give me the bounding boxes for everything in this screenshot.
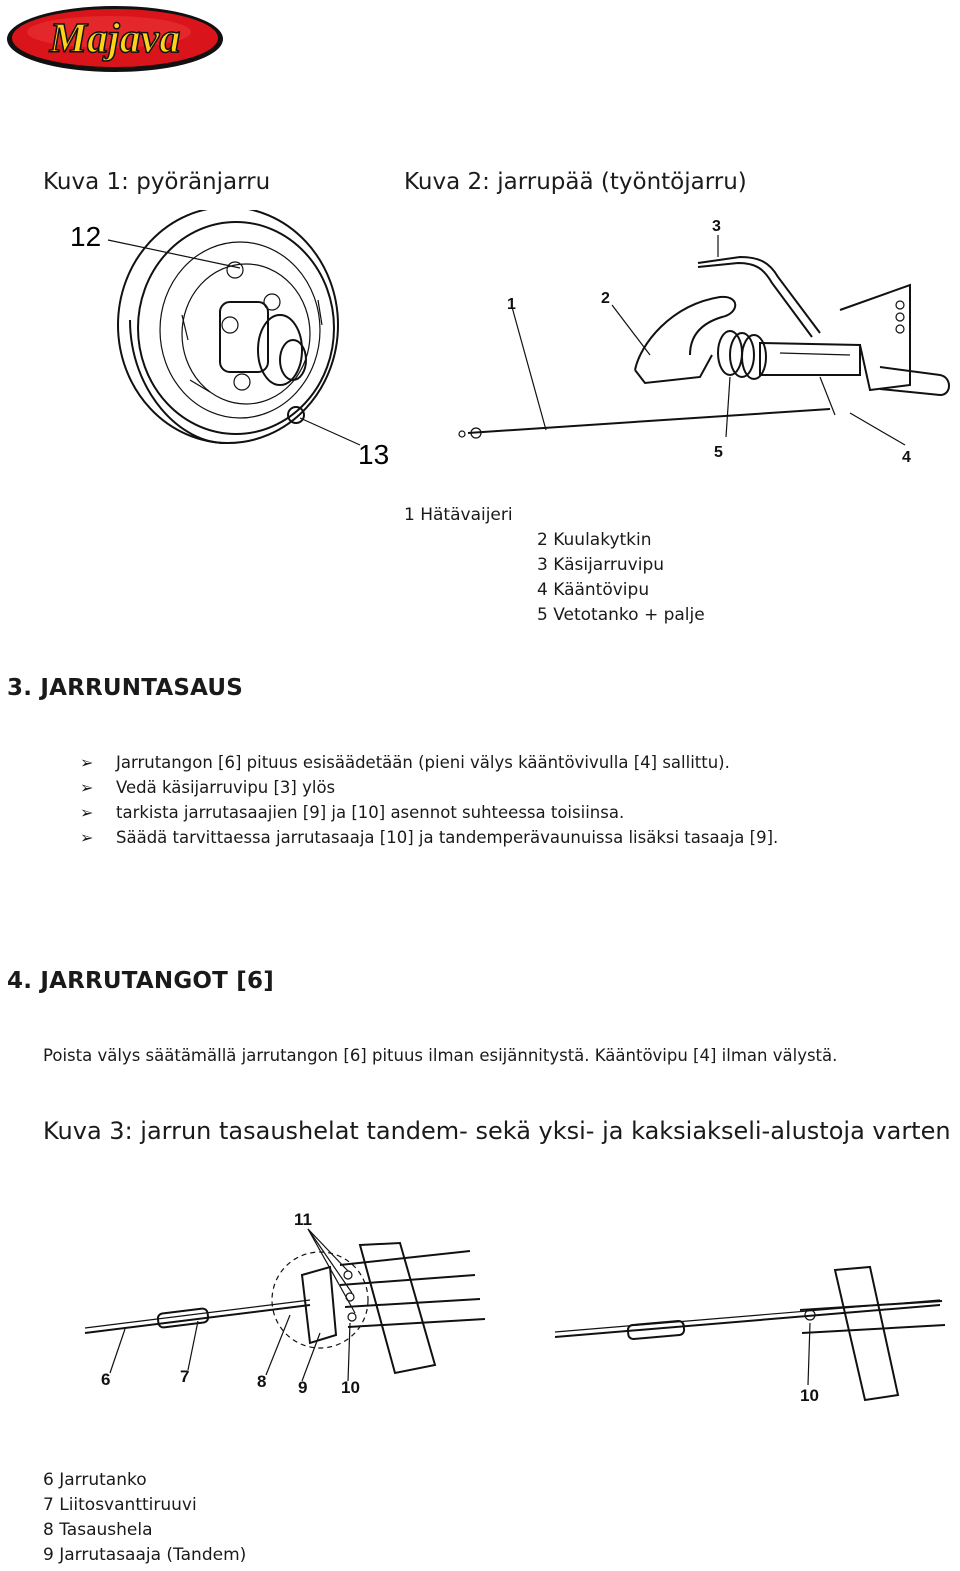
label-5: 5 xyxy=(714,444,723,461)
leader-6 xyxy=(110,1329,125,1373)
label-12: 12 xyxy=(70,221,102,252)
legend-item: 7 Liitosvanttiruuvi xyxy=(43,1495,197,1515)
leader-1 xyxy=(512,307,546,430)
bullet-text: Säädä tarvittaessa jarrutasaaja [10] ja tandemperävaunuissa lisäksi tasaaja [9]. xyxy=(116,828,779,847)
bullet-text: Jarrutangon [6] pituus esisäädetään (pieni välys kääntövivulla [4] sallittu). xyxy=(116,753,730,772)
leader-8 xyxy=(266,1315,290,1375)
label-2: 2 xyxy=(601,290,610,307)
hitch-assembly xyxy=(459,257,949,438)
legend-item: 3 Käsijarruvipu xyxy=(537,555,665,575)
bullet-text: Vedä käsijarruvipu [3] ylös xyxy=(116,778,336,797)
logo-graphic xyxy=(4,2,226,76)
section4-heading: 4. JARRUTANGOT [6] xyxy=(7,968,274,994)
legend-fig2-list xyxy=(537,528,705,628)
bullet-item xyxy=(80,750,940,775)
label-4: 4 xyxy=(902,449,911,466)
leader-4 xyxy=(850,413,905,445)
bullet-arrow-icon: ➢ xyxy=(80,753,94,772)
bullet-item xyxy=(80,800,940,825)
equalizer-figure xyxy=(80,1205,950,1415)
bullet-item xyxy=(80,825,940,850)
legend-fig3-list xyxy=(43,1468,246,1568)
bullet-arrow-icon: ➢ xyxy=(80,828,94,847)
legend-item: 8 Tasaushela xyxy=(43,1520,153,1540)
legend-item: 2 Kuulakytkin xyxy=(537,530,652,550)
brake-drum xyxy=(118,210,338,443)
majava-logo xyxy=(4,2,226,76)
tandem-equalizer-drawing xyxy=(85,1243,485,1373)
leader-9 xyxy=(302,1333,320,1381)
fig1-caption: Kuva 1: pyöränjarru xyxy=(43,169,271,195)
label-6: 6 xyxy=(101,1370,111,1389)
leader-2 xyxy=(612,305,650,355)
leader-11b xyxy=(308,1229,352,1293)
leader-7 xyxy=(188,1321,198,1370)
leader-10a xyxy=(348,1323,350,1381)
leader-13 xyxy=(300,418,360,445)
label-9: 9 xyxy=(298,1378,308,1397)
label-10a: 10 xyxy=(341,1378,360,1397)
label-1: 1 xyxy=(507,296,516,313)
label-11: 11 xyxy=(294,1210,312,1229)
fig2-caption: Kuva 2: jarrupää (työntöjarru) xyxy=(404,169,747,195)
label-8: 8 xyxy=(257,1372,267,1391)
section3-bullets xyxy=(80,750,940,850)
bullet-item xyxy=(80,775,940,800)
legend-item: 6 Jarrutanko xyxy=(43,1470,147,1490)
legend-item: 9 Jarrutasaaja (Tandem) xyxy=(43,1545,247,1565)
wheel-brake-figure xyxy=(60,210,400,480)
section4-text: Poista välys säätämällä jarrutangon [6] pituus ilman esijännitystä. Kääntövipu [4] ilman välystä. xyxy=(43,1046,838,1065)
bullet-text: tarkista jarrutasaajien [9] ja [10] asennot suhteessa toisiinsa. xyxy=(116,803,625,822)
legend-item: 4 Kääntövipu xyxy=(537,580,650,600)
single-axle-equalizer-drawing xyxy=(555,1267,945,1400)
bullet-arrow-icon: ➢ xyxy=(80,803,94,822)
leader-5 xyxy=(726,377,730,437)
section3-heading: 3. JARRUNTASAUS xyxy=(7,675,244,701)
label-13: 13 xyxy=(358,439,390,470)
label-10b: 10 xyxy=(800,1386,819,1405)
bullet-arrow-icon: ➢ xyxy=(80,778,94,797)
legend-fig2-first: 1 Hätävaijeri xyxy=(404,505,513,525)
fig3-caption: Kuva 3: jarrun tasaushelat tandem- sekä yksi- ja kaksiakseli-alustoja varten xyxy=(43,1117,951,1145)
legend-item: 5 Vetotanko + palje xyxy=(537,605,705,625)
label-7: 7 xyxy=(180,1367,190,1386)
logo-text: Majava xyxy=(49,16,181,62)
hitch-figure xyxy=(440,205,955,470)
label-3: 3 xyxy=(712,218,721,235)
